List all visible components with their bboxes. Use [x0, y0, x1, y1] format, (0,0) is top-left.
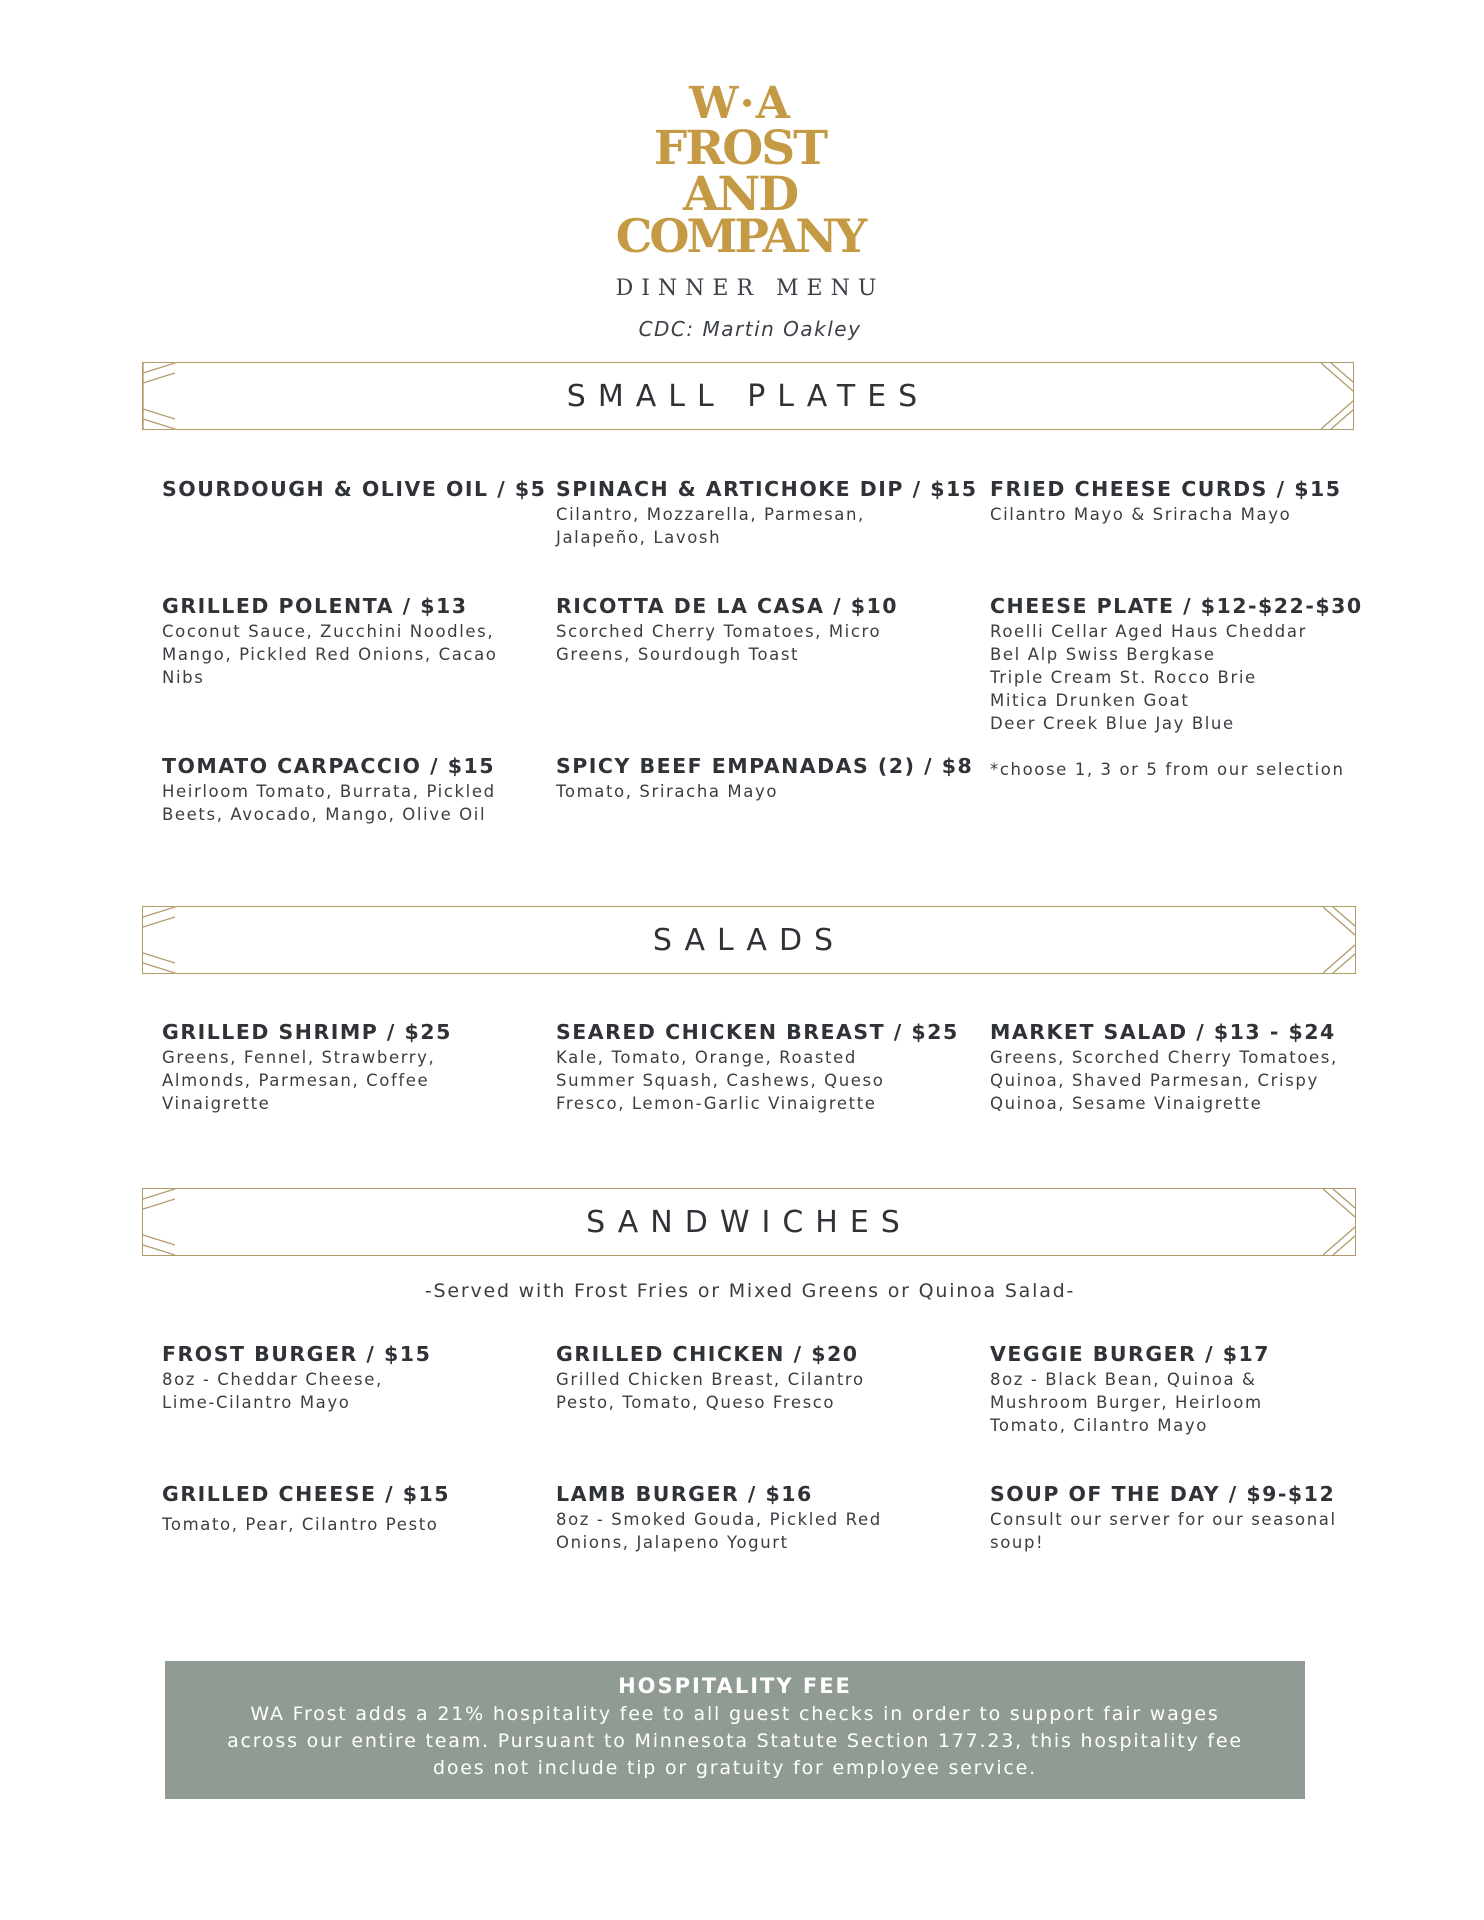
- logo-line-1: W·A: [689, 78, 791, 129]
- item-description: Kale, Tomato, Orange, Roasted Summer Squash, Cashews, Queso Fresco, Lemon-Garlic Vinaigrette: [556, 1048, 885, 1113]
- menu-item: [162, 753, 562, 826]
- item-description: Greens, Fennel, Strawberry, Almonds, Parmesan, Coffee Vinaigrette: [162, 1048, 436, 1113]
- item-name: SEARED CHICKEN BREAST / $25: [556, 1020, 959, 1044]
- menu-item: [990, 476, 1350, 526]
- fee-text: WA Frost adds a 21% hospitality fee to all guest checks in order to support fair wages across our entire team. Pursuant to Minnesota Statute Section 177.23, this hospitality fee does not include tip or gratuity for employee service.: [227, 1703, 1243, 1779]
- section-header-salads: [142, 906, 1356, 974]
- item-description: 8oz - Black Bean, Quinoa & Mushroom Burger, Heirloom Tomato, Cilantro Mayo: [990, 1370, 1263, 1435]
- logo-line-2: FROST: [653, 121, 827, 176]
- item-description: Roelli Cellar Aged Haus Cheddar Bel Alp Swiss Bergkase Triple Cream St. Rocco Brie Mitica Drunken Goat Deer Creek Blue Jay Blue: [990, 622, 1307, 733]
- item-name: TOMATO CARPACCIO / $15: [162, 754, 496, 778]
- menu-item: [556, 1481, 956, 1554]
- company-logo: [590, 78, 890, 263]
- item-description: Tomato, Pear, Cilantro Pesto: [162, 1515, 439, 1534]
- menu-item: [556, 476, 978, 549]
- item-name: GRILLED SHRIMP / $25: [162, 1020, 452, 1044]
- item-name: SPINACH & ARTICHOKE DIP / $15: [556, 477, 978, 501]
- menu-item: [556, 1019, 976, 1115]
- menu-item: [556, 1341, 956, 1414]
- menu-item: [162, 476, 562, 502]
- fee-title: HOSPITALITY FEE: [618, 1674, 852, 1698]
- menu-item: [162, 593, 562, 689]
- menu-item: [990, 1019, 1350, 1115]
- item-description: Cilantro Mayo & Sriracha Mayo: [990, 505, 1292, 524]
- menu-item: [162, 1481, 562, 1536]
- cheese-selection-note: *choose 1, 3 or 5 from our selection: [990, 760, 1345, 779]
- item-name: SOURDOUGH & OLIVE OIL / $5: [162, 477, 547, 501]
- item-name: MARKET SALAD / $13 - $24: [990, 1020, 1336, 1044]
- item-name: CHEESE PLATE / $12-$22-$30: [990, 594, 1363, 618]
- item-name: VEGGIE BURGER / $17: [990, 1342, 1271, 1366]
- logo-line-4: COMPANY: [615, 209, 865, 263]
- item-name: RICOTTA DE LA CASA / $10: [556, 594, 899, 618]
- item-description: Grilled Chicken Breast, Cilantro Pesto, Tomato, Queso Fresco: [556, 1370, 865, 1412]
- section-header-sandwiches: [142, 1188, 1356, 1256]
- item-name: FRIED CHEESE CURDS / $15: [990, 477, 1342, 501]
- sandwich-sides-note: -Served with Frost Fries or Mixed Greens or Quinoa Salad-: [424, 1280, 1076, 1302]
- item-name: GRILLED CHEESE / $15: [162, 1482, 451, 1506]
- item-description: Greens, Scorched Cherry Tomatoes, Quinoa, Shaved Parmesan, Crispy Quinoa, Sesame Vinaigrette: [990, 1048, 1338, 1113]
- menu-item: [556, 593, 956, 666]
- item-name: SOUP OF THE DAY / $9-$12: [990, 1482, 1336, 1506]
- menu-item: [162, 1019, 562, 1115]
- item-name: FROST BURGER / $15: [162, 1342, 432, 1366]
- chef-credit: CDC: Martin Oakley: [638, 317, 862, 341]
- section-title: SMALL PLATES: [566, 379, 930, 414]
- menu-item: [162, 1341, 562, 1414]
- menu-title: DINNER MENU: [615, 276, 885, 301]
- item-name: GRILLED POLENTA / $13: [162, 594, 468, 618]
- item-description: Scorched Cherry Tomatoes, Micro Greens, Sourdough Toast: [556, 622, 882, 664]
- menu-item: [556, 753, 976, 803]
- menu-item: [990, 1341, 1350, 1437]
- item-description: Cilantro, Mozzarella, Parmesan, Jalapeño, Lavosh: [556, 505, 865, 547]
- item-description: Tomato, Sriracha Mayo: [556, 782, 779, 801]
- menu-item: [990, 593, 1363, 735]
- item-description: Coconut Sauce, Zucchini Noodles, Mango, Pickled Red Onions, Cacao Nibs: [162, 622, 498, 687]
- menu-item: [990, 1481, 1350, 1554]
- section-title: SALADS: [652, 923, 846, 958]
- section-header-small-plates: [142, 362, 1354, 430]
- item-description: 8oz - Smoked Gouda, Pickled Red Onions, Jalapeno Yogurt: [556, 1510, 882, 1552]
- item-description: Consult our server for our seasonal soup!: [990, 1510, 1337, 1552]
- item-name: SPICY BEEF EMPANADAS (2) / $8: [556, 754, 974, 778]
- item-description: Heirloom Tomato, Burrata, Pickled Beets, Avocado, Mango, Olive Oil: [162, 782, 496, 824]
- item-description: 8oz - Cheddar Cheese, Lime-Cilantro Mayo: [162, 1370, 383, 1412]
- logo-line-3: AND: [682, 167, 798, 222]
- item-name: GRILLED CHICKEN / $20: [556, 1342, 859, 1366]
- hospitality-fee-box: [165, 1661, 1305, 1799]
- item-name: LAMB BURGER / $16: [556, 1482, 813, 1506]
- section-title: SANDWICHES: [586, 1205, 912, 1240]
